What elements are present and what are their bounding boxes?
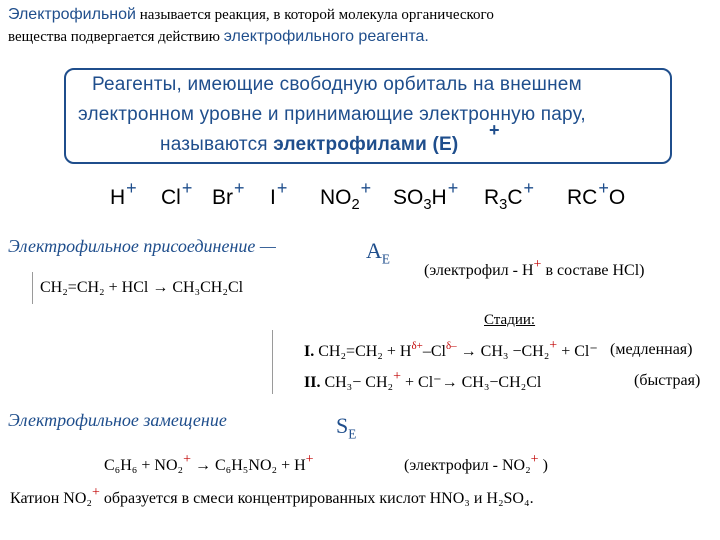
plus-icon: +: [360, 178, 372, 198]
stages-divider: [272, 330, 273, 394]
plus-icon: +: [126, 178, 137, 198]
box-line-3-pre: называются: [160, 134, 274, 155]
plus-icon: +: [598, 178, 609, 198]
electrophile-0: H+: [110, 178, 137, 209]
electrophile-7: RC+O: [567, 178, 626, 209]
intro-paragraph: [8, 4, 494, 48]
addition-symbol: $A_E$: [366, 238, 390, 267]
plus-icon: +: [447, 178, 459, 198]
stages-title: Стадии:: [484, 312, 536, 328]
electrophile-4: $NO_2+$: [320, 178, 372, 214]
intro-text-2: вещества подвергается действию: [8, 29, 224, 45]
plus-icon: +: [181, 178, 193, 198]
box-line-1: Реагенты, имеющие свободную орбиталь на внешнем: [92, 74, 582, 95]
intro-text-1: называется реакция, в которой молекула органического: [135, 7, 494, 23]
electrophile-6: $R_3C+$: [484, 178, 535, 214]
electrophile-3: I+: [270, 178, 288, 209]
plus-icon: +: [234, 178, 245, 198]
substitution-note: (электрофил - NO₂+ ): [404, 452, 548, 474]
stage-2: II. CH₃− CH₂+ + Cl⁻→ CH₃−CH₂Cl: [304, 369, 542, 391]
addition-note: (электрофил - H+ в составе HCl): [424, 257, 645, 279]
box-formula: (E): [432, 134, 459, 155]
addition-heading: Электрофильное присоединение —: [8, 236, 276, 256]
plus-icon: +: [523, 178, 535, 198]
substitution-heading: Электрофильное замещение: [8, 410, 227, 430]
electrophile-1: Cl+: [161, 178, 193, 209]
stage-1: I. $CH_2=CH_2 + H^{\delta+}-Cl^{\delta-} \to CH_3 -CH_2+ + Cl^-$: [304, 338, 598, 360]
substitution-symbol: $S_E$: [336, 413, 357, 442]
stage-2-speed: (быстрая): [634, 372, 701, 389]
intro-reagent: электрофильного реагента.: [223, 28, 429, 45]
box-line-2: электронном уровне и принимающие электронную пару,: [78, 104, 586, 125]
electrophile-5: $SO_3H+$: [393, 178, 459, 214]
box-electrophiles-word: электрофилами: [273, 134, 427, 155]
addition-equation: CH₂=CH₂ + HCl → CH₃CH₂Cl: [40, 279, 244, 296]
addition-divider: [32, 272, 33, 304]
cation-note: Катион NO₂+ образуется в смеси концентрированных кислот HNO₃ и H₂SO₄.: [10, 485, 534, 507]
intro-lead: Электрофильной: [8, 6, 136, 23]
electrophile-2: Br+: [212, 178, 245, 209]
box-plus: +: [489, 120, 500, 140]
box-line-3: [160, 134, 458, 156]
plus-icon: +: [276, 178, 288, 198]
stage-1-speed: (медленная): [610, 341, 693, 358]
substitution-equation: C₆H₆ + NO₂+ → C₆H₅NO₂ + H+: [104, 452, 314, 474]
